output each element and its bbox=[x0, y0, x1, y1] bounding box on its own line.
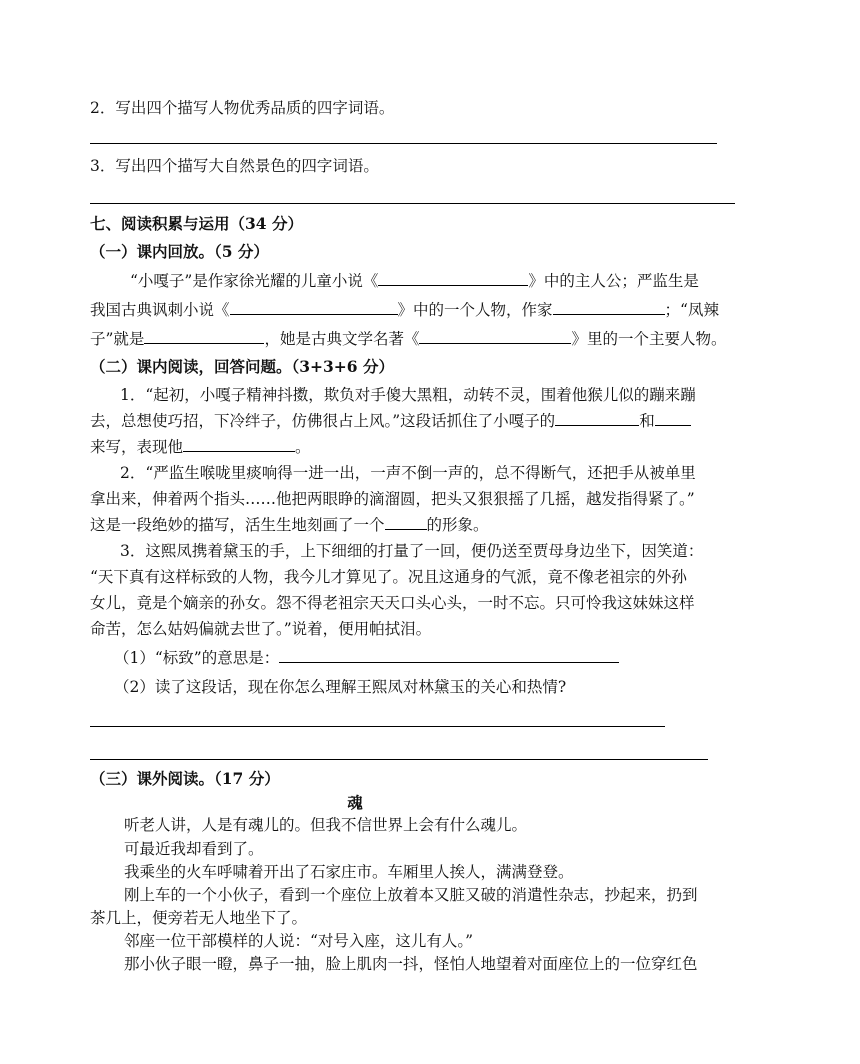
fill-blank[interactable] bbox=[555, 410, 639, 426]
story-line: 茶几上，便旁若无人地坐下了。 bbox=[90, 909, 308, 927]
paragraph-line: 1．“起初，小嘎子精神抖擞，欺负对手傻大黑粗，动转不灵，围着他猴儿似的蹦来蹦 bbox=[120, 386, 696, 404]
fill-blank[interactable] bbox=[419, 328, 571, 344]
fill-blank[interactable] bbox=[378, 270, 528, 286]
part-2-heading: （二）课内阅读，回答问题。（3+3+6 分） bbox=[90, 357, 394, 376]
answer-line bbox=[90, 143, 717, 144]
answer-line bbox=[90, 203, 735, 204]
fill-blank[interactable] bbox=[553, 299, 665, 315]
story-line: 听老人讲，人是有魂儿的。但我不信世界上会有什么魂儿。 bbox=[124, 816, 528, 834]
paragraph-line: “天下真有这样标致的人物，我今儿才算见了。况且这通身的气派，竟不像老祖宗的外孙 bbox=[90, 568, 687, 586]
story-title: 魂 bbox=[347, 793, 363, 812]
text: 来写，表现他 bbox=[90, 438, 184, 456]
question-2: 2．写出四个描写人物优秀品质的四字词语。 bbox=[90, 99, 395, 117]
paragraph-line bbox=[90, 410, 691, 432]
text: 》中的主人公；严监生是 bbox=[528, 272, 699, 290]
text: ；“凤辣 bbox=[664, 301, 719, 319]
fill-blank[interactable] bbox=[183, 436, 295, 452]
paragraph-line: 拿出来，伸着两个指头……他把两眼睁的滴溜圆，把头又狠狠摇了几摇，越发指得紧了。” bbox=[90, 490, 695, 508]
text: （1）“标致”的意思是： bbox=[114, 649, 280, 667]
part-3-heading: （三）课外阅读。（17 分） bbox=[90, 769, 280, 788]
paragraph-line: 2．“严监生喉咙里痰响得一进一出，一声不倒一声的，总不得断气，还把手从被单里 bbox=[120, 464, 696, 482]
paragraph-line bbox=[130, 270, 699, 292]
fill-blank[interactable] bbox=[279, 647, 619, 663]
story-line: 刚上车的一个小伙子，看到一个座位上放着本又脏又破的消遣性杂志，抄起来，扔到 bbox=[124, 886, 698, 904]
text: 。 bbox=[295, 438, 311, 456]
paragraph-line: 女儿，竟是个嫡亲的孙女。怨不得老祖宗天天口头心头，一时不忘。只可怜我这妹妹这样 bbox=[90, 594, 695, 612]
answer-line bbox=[90, 759, 708, 760]
fill-blank[interactable] bbox=[655, 410, 691, 426]
question-3: 3．写出四个描写大自然景色的四字词语。 bbox=[90, 157, 379, 175]
fill-blank[interactable] bbox=[385, 514, 427, 530]
paragraph-line bbox=[90, 436, 311, 458]
answer-line bbox=[90, 726, 665, 727]
story-line: 可最近我却看到了。 bbox=[124, 840, 264, 858]
story-line: 我乘坐的火车呼啸着开出了石家庄市。车厢里人挨人，满满登登。 bbox=[124, 863, 574, 881]
paragraph-line: 3．这熙凤携着黛玉的手，上下细细的打量了一回，便仍送至贾母身边坐下，因笑道： bbox=[120, 542, 704, 560]
paragraph-line bbox=[90, 514, 489, 536]
text: 这是一段绝妙的描写，活生生地刻画了一个 bbox=[90, 516, 385, 534]
paragraph-line bbox=[90, 328, 726, 350]
story-line: 那小伙子眼一瞪，鼻子一抽，脸上肌肉一抖，怪怕人地望着对面座位上的一位穿红色 bbox=[124, 955, 698, 973]
section-7-heading: 七、阅读积累与运用（34 分） bbox=[90, 214, 303, 233]
sub-question-1 bbox=[114, 647, 619, 669]
paragraph-line bbox=[90, 299, 719, 321]
text: 去，总想使巧招，下冷绊子，仿佛很占上风。”这段话抓住了小嘎子的 bbox=[90, 412, 556, 430]
text: 的形象。 bbox=[426, 516, 489, 534]
text: 》中的一个人物，作家 bbox=[397, 301, 553, 319]
part-1-heading: （一）课内回放。（5 分） bbox=[90, 242, 269, 261]
fill-blank[interactable] bbox=[144, 328, 264, 344]
text: 我国古典讽刺小说《 bbox=[90, 301, 230, 319]
text: 和 bbox=[639, 412, 655, 430]
story-line: 邻座一位干部模样的人说：“对号入座，这儿有人。” bbox=[124, 932, 474, 950]
text: ，她是古典文学名著《 bbox=[264, 330, 420, 348]
fill-blank[interactable] bbox=[230, 299, 398, 315]
sub-question-2: （2）读了这段话，现在你怎么理解王熙凤对林黛玉的关心和热情? bbox=[114, 678, 567, 696]
paragraph-line: 命苦，怎么姑妈偏就去世了。”说着，便用帕拭泪。 bbox=[90, 620, 432, 638]
text: 》里的一个主要人物。 bbox=[571, 330, 727, 348]
text: 子”就是 bbox=[90, 330, 145, 348]
text: “小嘎子”是作家徐光耀的儿童小说《 bbox=[130, 272, 379, 290]
